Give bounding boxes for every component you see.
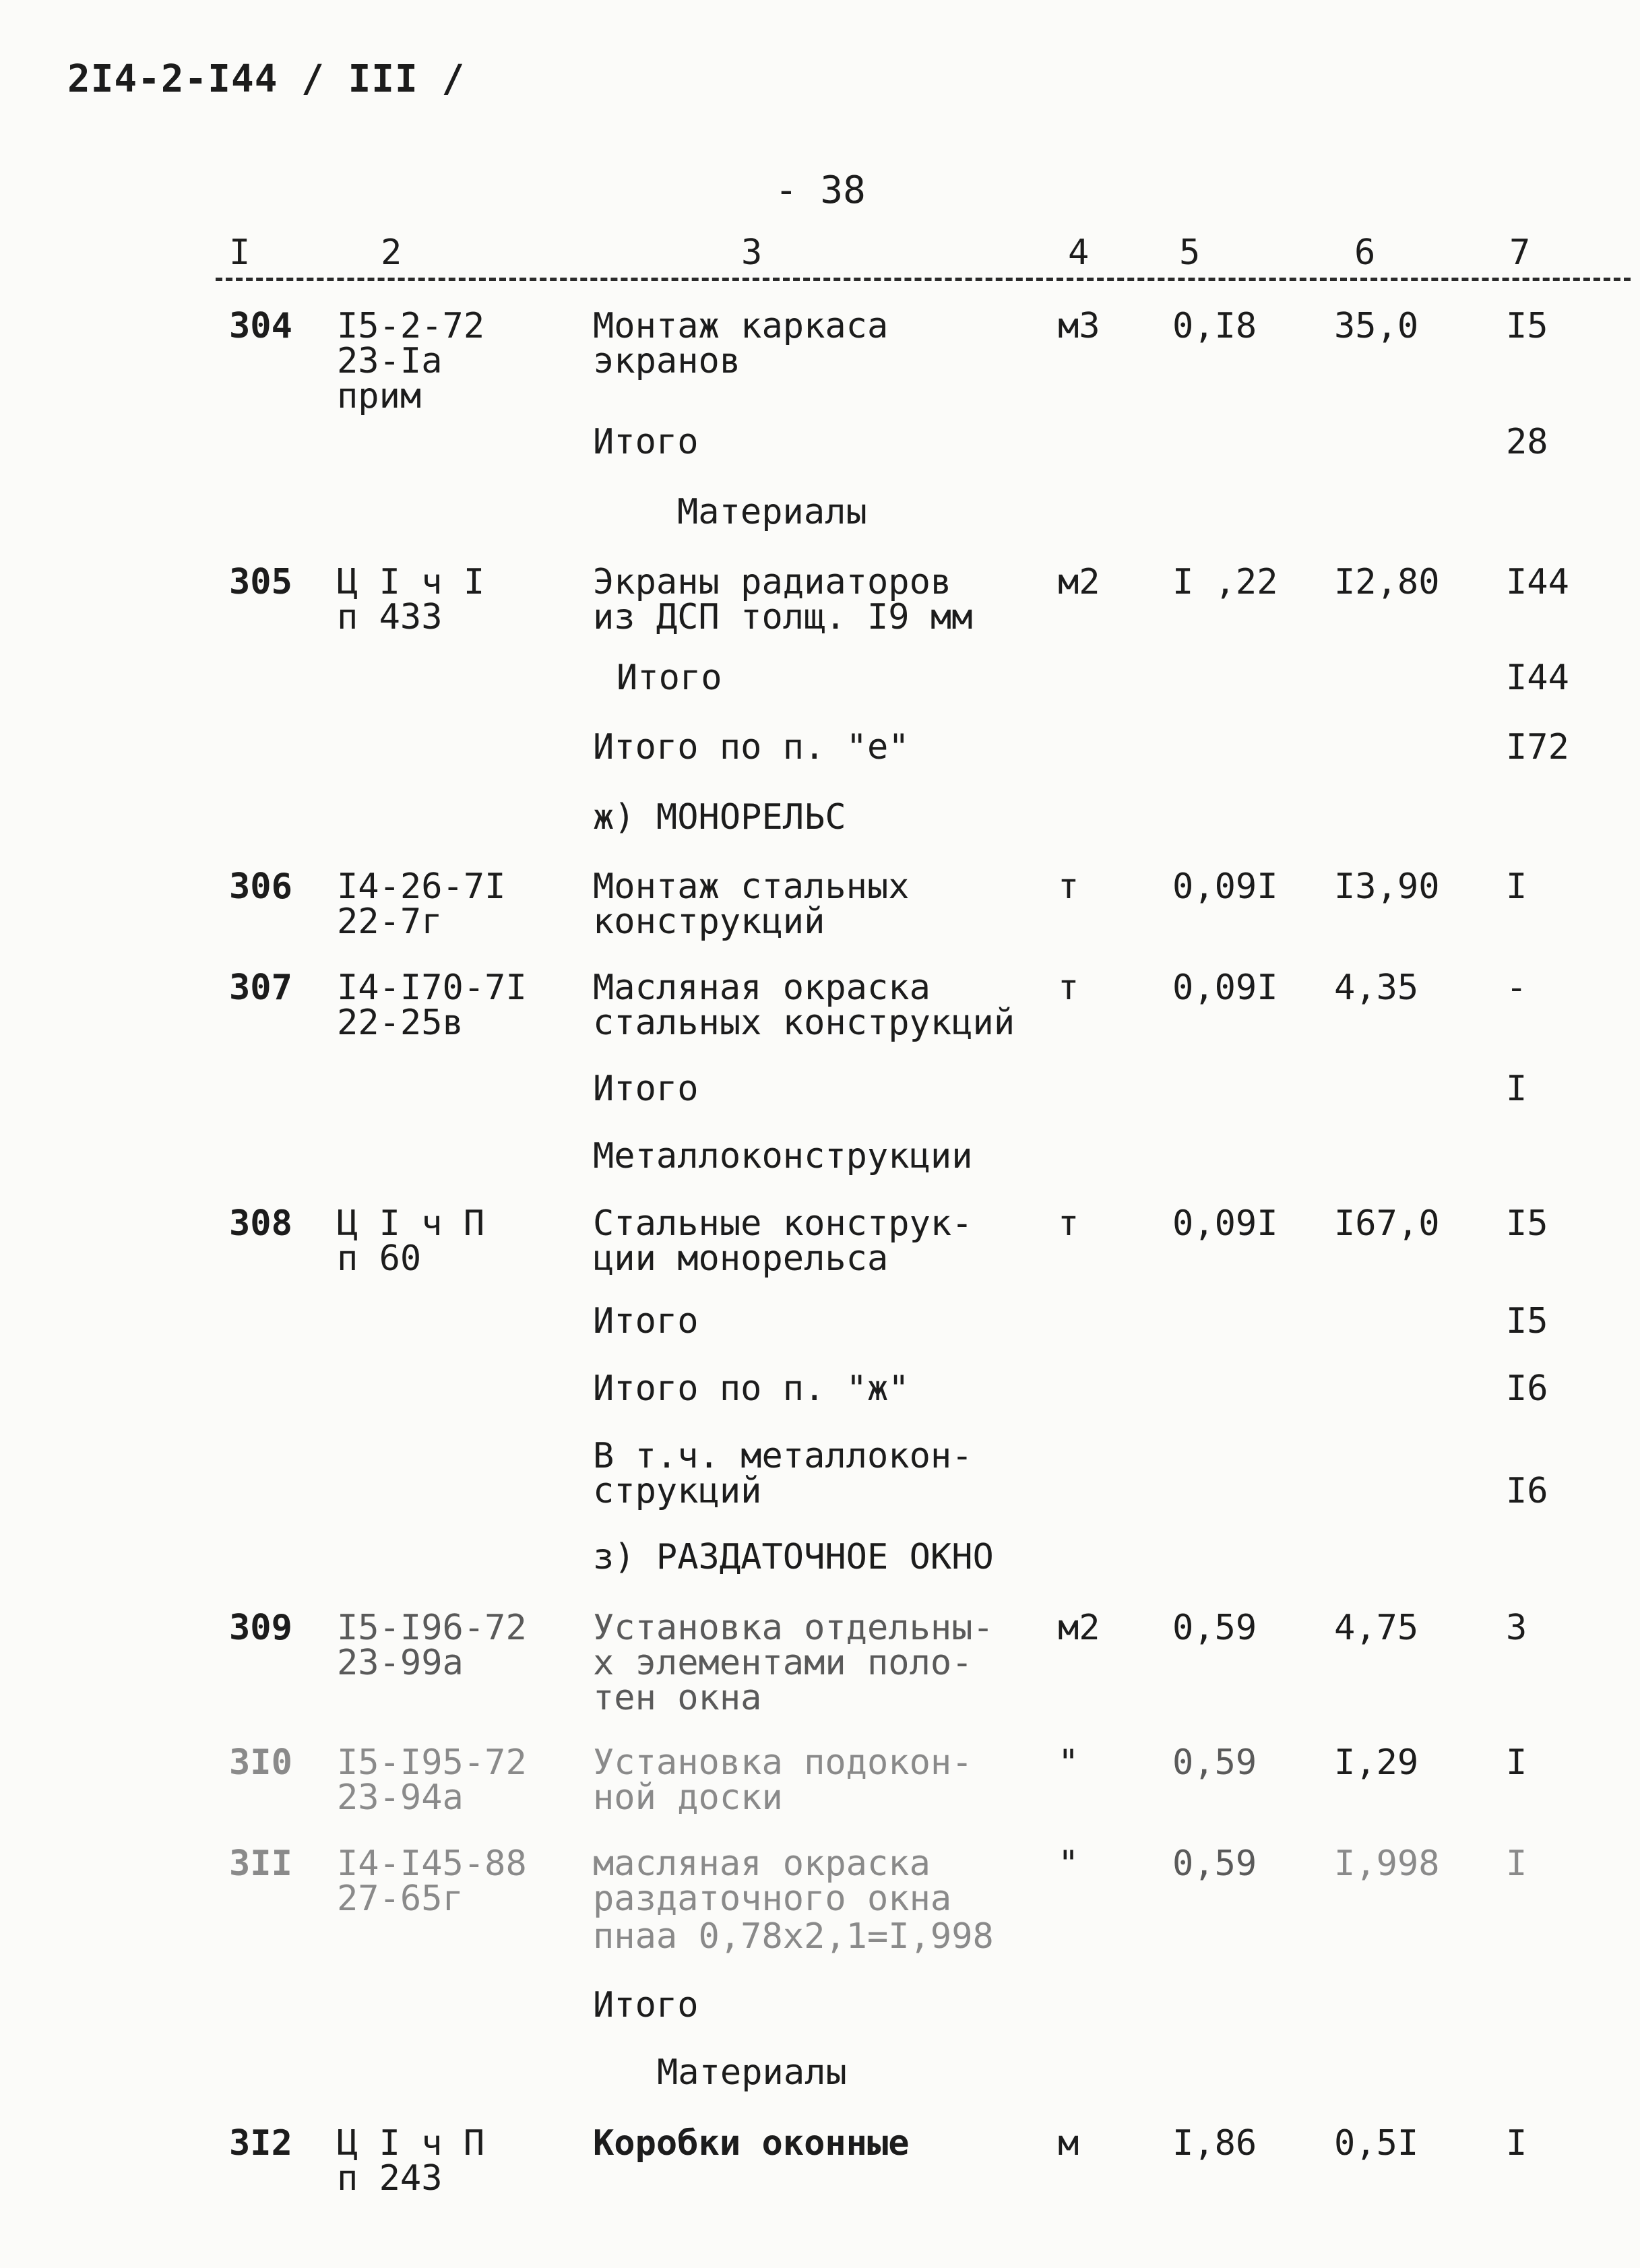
total-cost: I [1506,867,1527,907]
column-header-6: 6 [1354,232,1376,273]
total-cost: 3 [1506,1608,1527,1648]
quantity: 0,I8 [1172,306,1257,346]
total-cost: I [1506,1844,1527,1884]
unit: м2 [1058,1608,1100,1648]
row-number: 3II [229,1844,292,1884]
unit-price: I,998 [1334,1844,1440,1884]
norm-code: Ц I ч I п 433 [337,562,485,637]
section-heading: ж) МОНОРЕЛЬС [593,797,846,838]
work-description: Экраны радиаторов из ДСП толщ. I9 мм [593,562,973,637]
work-description: Установка подокон- ной доски [593,1742,973,1818]
quantity: 0,09I [1172,1203,1278,1244]
unit: " [1058,1844,1079,1884]
unit-price: 4,35 [1334,968,1419,1008]
work-description: Установка отдельны- х элементами поло- тен окна [593,1608,994,1718]
row-number: 307 [229,968,292,1008]
total-cost: I [1506,1069,1527,1109]
unit: м [1058,2123,1079,2164]
work-description: Коробки оконные [593,2123,910,2164]
work-description: Монтаж каркаса экранов [593,306,889,381]
section-heading: з) РАЗДАТОЧНОЕ ОКНО [593,1537,994,1577]
norm-code: I4-I70-7I 22-25в [337,968,527,1043]
norm-code: I5-I96-72 23-99а [337,1608,527,1683]
section-heading: Металлоконструкции [593,1136,973,1176]
subtotal-label: Итого [593,1301,699,1342]
total-cost: I5 [1506,1301,1548,1342]
norm-code: Ц I ч П п 243 [337,2123,485,2199]
row-number: 3I0 [229,1742,292,1783]
subtotal-label: В т.ч. металлокон- струкций [593,1436,973,1511]
row-number: 306 [229,867,292,907]
unit: м3 [1058,306,1100,346]
column-header-2: 2 [381,232,402,273]
norm-code: I4-26-7I 22-7г [337,867,506,942]
section-heading: Материалы [657,2052,847,2093]
total-cost: I44 [1506,658,1569,698]
unit-price: I67,0 [1334,1203,1440,1244]
unit: т [1058,867,1079,907]
total-cost: I72 [1506,727,1569,767]
total-cost: I6 [1506,1471,1548,1511]
total-cost: I44 [1506,562,1569,602]
section-heading: Материалы [677,492,867,532]
column-header-4: 4 [1068,232,1090,273]
unit-price: 0,5I [1334,2123,1419,2164]
column-header-1: I [229,232,251,273]
unit-price: I,29 [1334,1742,1419,1783]
row-number: 304 [229,306,292,346]
subtotal-label: Итого [593,422,699,462]
column-header-7: 7 [1509,232,1531,273]
work-description: Стальные конструк- ции монорельса [593,1203,973,1279]
quantity: 0,09I [1172,968,1278,1008]
total-cost: I5 [1506,306,1548,346]
subtotal-label: Итого [593,1069,699,1109]
row-number: 309 [229,1608,292,1648]
unit: т [1058,968,1079,1008]
quantity: 0,59 [1172,1742,1257,1783]
unit-price: I2,80 [1334,562,1440,602]
quantity: 0,09I [1172,867,1278,907]
total-cost: I5 [1506,1203,1548,1244]
work-description: масляная окраска раздаточного окна [593,1844,952,1919]
row-number: 308 [229,1203,292,1244]
unit-price: 4,75 [1334,1608,1419,1648]
norm-code: Ц I ч П п 60 [337,1203,485,1279]
unit: т [1058,1203,1079,1244]
norm-code: I5-2-72 23-Iа прим [337,306,485,416]
row-number: 3I2 [229,2123,292,2164]
total-cost: I6 [1506,1368,1548,1409]
total-cost: I [1506,1742,1527,1783]
unit-price: 35,0 [1334,306,1419,346]
work-description: Масляная окраска стальных конструкций [593,968,1015,1043]
row-number: 305 [229,562,292,602]
norm-code: I5-I95-72 23-94а [337,1742,527,1818]
column-header-5: 5 [1179,232,1201,273]
norm-code: I4-I45-88 27-65г [337,1844,527,1919]
page-number: - 38 [775,168,866,212]
unit: " [1058,1742,1079,1783]
subtotal-label: Итого по п. "е" [593,727,910,767]
unit-price: I3,90 [1334,867,1440,907]
quantity: I,86 [1172,2123,1257,2164]
total-cost: 28 [1506,422,1548,462]
work-description: Монтаж стальных конструкций [593,867,910,942]
calculation-note: пнаа 0,78х2,1=I,998 [593,1916,994,1957]
quantity: 0,59 [1172,1844,1257,1884]
document-code: 2I4-2-I44 / III / [67,57,466,101]
column-header-3: 3 [741,232,763,273]
subtotal-label: Итого [593,1985,699,2025]
subtotal-label: Итого по п. "ж" [593,1368,910,1409]
quantity: 0,59 [1172,1608,1257,1648]
header-divider [216,278,1631,281]
unit: м2 [1058,562,1100,602]
subtotal-label: Итого [617,658,722,698]
total-cost: - [1506,968,1527,1008]
total-cost: I [1506,2123,1527,2164]
quantity: I ,22 [1172,562,1278,602]
